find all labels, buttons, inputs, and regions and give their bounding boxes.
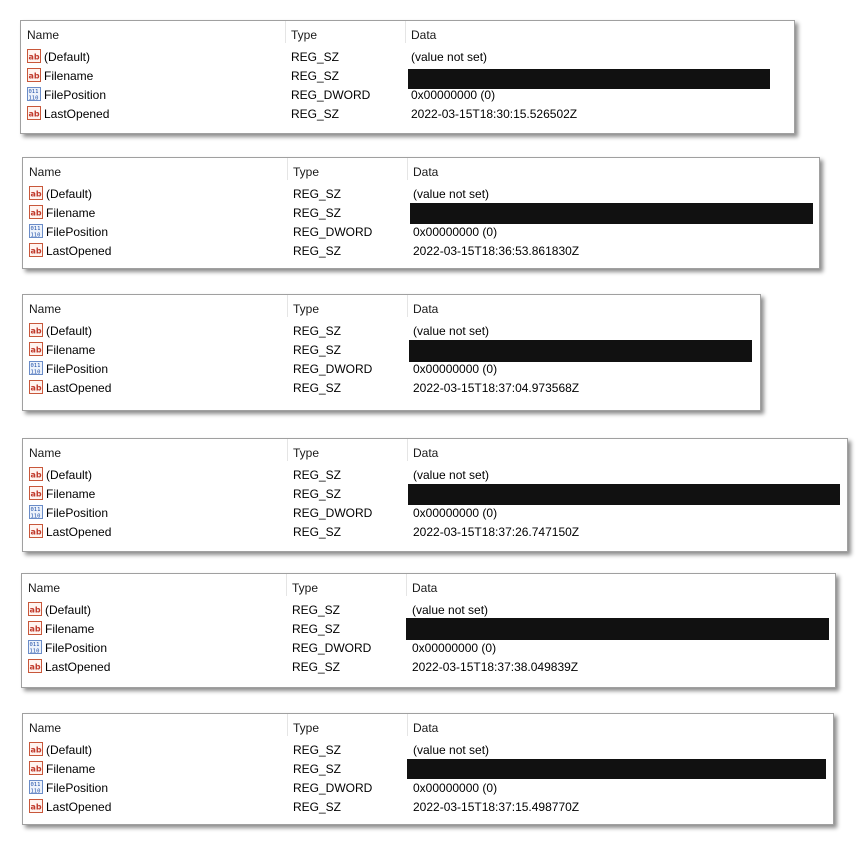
column-divider[interactable] xyxy=(405,21,406,43)
registry-value-row[interactable] xyxy=(23,485,847,504)
column-header-row xyxy=(23,158,819,180)
value-name: FilePosition xyxy=(46,506,109,520)
registry-value-row[interactable] xyxy=(23,741,833,760)
value-type: REG_DWORD xyxy=(293,225,373,239)
svg-text:110: 110 xyxy=(30,369,41,375)
registry-value-row[interactable] xyxy=(23,185,819,204)
registry-values-panel xyxy=(22,438,848,552)
column-header-name[interactable]: Name xyxy=(29,165,62,179)
registry-value-row[interactable] xyxy=(23,223,819,242)
string-value-icon xyxy=(28,602,42,616)
registry-value-row[interactable] xyxy=(23,523,847,542)
value-name: Filename xyxy=(44,69,94,83)
svg-text:011: 011 xyxy=(30,507,41,513)
value-data: (value not set) xyxy=(411,50,488,64)
value-name: LastOpened xyxy=(46,525,112,539)
svg-text:011: 011 xyxy=(30,782,41,788)
value-name: (Default) xyxy=(46,187,93,201)
string-value-icon xyxy=(29,243,43,257)
string-value-icon xyxy=(29,467,43,481)
column-header-data[interactable]: Data xyxy=(412,581,438,595)
value-name: (Default) xyxy=(45,603,92,617)
value-type: REG_SZ xyxy=(291,50,340,64)
value-data: 0x00000000 (0) xyxy=(413,225,498,239)
column-divider[interactable] xyxy=(287,439,288,461)
string-value-icon xyxy=(28,659,42,673)
registry-value-row[interactable] xyxy=(22,620,835,639)
value-type: REG_SZ xyxy=(293,343,342,357)
column-divider[interactable] xyxy=(407,714,408,736)
svg-text:110: 110 xyxy=(30,513,41,519)
column-divider[interactable] xyxy=(287,714,288,736)
redaction-bar xyxy=(410,203,813,224)
svg-text:ab: ab xyxy=(28,109,40,119)
redaction-bar xyxy=(408,484,840,505)
string-value-icon xyxy=(29,205,43,219)
string-value-icon xyxy=(29,323,43,337)
value-data: 0x00000000 (0) xyxy=(413,781,498,795)
svg-text:011: 011 xyxy=(30,226,41,232)
registry-value-row[interactable] xyxy=(23,798,833,817)
column-header-type[interactable]: Type xyxy=(293,721,320,735)
string-value-icon xyxy=(29,524,43,538)
column-header-type[interactable]: Type xyxy=(291,28,318,42)
value-name: FilePosition xyxy=(45,641,108,655)
column-divider[interactable] xyxy=(285,21,286,43)
string-value-icon xyxy=(29,761,43,775)
registry-value-row[interactable] xyxy=(21,67,794,86)
redaction-bar xyxy=(407,759,826,779)
column-divider[interactable] xyxy=(287,158,288,180)
column-divider[interactable] xyxy=(407,158,408,180)
column-header-row xyxy=(22,574,835,596)
svg-text:ab: ab xyxy=(30,326,42,336)
value-type: REG_SZ xyxy=(293,762,342,776)
registry-values-panel xyxy=(22,294,761,411)
value-type: REG_DWORD xyxy=(293,781,373,795)
registry-value-row[interactable] xyxy=(21,105,794,124)
svg-text:ab: ab xyxy=(30,470,42,480)
registry-value-row[interactable] xyxy=(23,760,833,779)
column-header-type[interactable]: Type xyxy=(293,165,320,179)
value-name: LastOpened xyxy=(46,800,112,814)
binary-value-icon xyxy=(29,361,43,375)
redaction-bar xyxy=(406,618,829,640)
value-type: REG_SZ xyxy=(291,107,340,121)
value-name: FilePosition xyxy=(44,88,107,102)
svg-text:ab: ab xyxy=(30,208,42,218)
column-header-name[interactable]: Name xyxy=(28,581,61,595)
value-name: (Default) xyxy=(46,743,93,757)
value-data: 0x00000000 (0) xyxy=(411,88,496,102)
value-type: REG_SZ xyxy=(293,244,342,258)
svg-text:ab: ab xyxy=(29,605,41,615)
registry-value-row[interactable] xyxy=(22,658,835,677)
value-name: FilePosition xyxy=(46,362,109,376)
column-divider[interactable] xyxy=(286,574,287,596)
value-data: 2022-03-15T18:37:04.973568Z xyxy=(413,381,580,395)
binary-value-icon xyxy=(29,505,43,519)
svg-text:ab: ab xyxy=(30,527,42,537)
svg-text:011: 011 xyxy=(29,642,40,648)
value-data: 2022-03-15T18:30:15.526502Z xyxy=(411,107,578,121)
string-value-icon xyxy=(27,68,41,82)
value-type: REG_SZ xyxy=(292,660,341,674)
value-name: Filename xyxy=(46,487,96,501)
value-name: FilePosition xyxy=(46,225,109,239)
column-divider[interactable] xyxy=(287,295,288,317)
string-value-icon xyxy=(29,380,43,394)
value-data: 2022-03-15T18:37:15.498770Z xyxy=(413,800,580,814)
column-header-type[interactable]: Type xyxy=(292,581,319,595)
value-name: (Default) xyxy=(44,50,91,64)
value-type: REG_SZ xyxy=(293,324,342,338)
value-name: FilePosition xyxy=(46,781,109,795)
string-value-icon xyxy=(29,342,43,356)
svg-text:ab: ab xyxy=(30,745,42,755)
value-data: (value not set) xyxy=(413,324,490,338)
svg-text:ab: ab xyxy=(29,662,41,672)
string-value-icon xyxy=(27,49,41,63)
binary-value-icon xyxy=(29,780,43,794)
string-value-icon xyxy=(29,799,43,813)
value-type: REG_SZ xyxy=(293,187,342,201)
redaction-bar xyxy=(409,340,752,362)
binary-value-icon xyxy=(27,87,41,101)
value-data: (value not set) xyxy=(413,743,490,757)
column-header-type[interactable]: Type xyxy=(293,446,320,460)
column-header-name[interactable]: Name xyxy=(29,721,62,735)
column-header-data[interactable]: Data xyxy=(413,302,439,316)
registry-value-row[interactable] xyxy=(23,504,847,523)
value-type: REG_SZ xyxy=(293,743,342,757)
value-type: REG_SZ xyxy=(291,69,340,83)
registry-value-row[interactable] xyxy=(23,322,760,341)
value-data: 0x00000000 (0) xyxy=(413,362,498,376)
registry-values-panel xyxy=(21,573,836,688)
registry-value-row[interactable] xyxy=(23,779,833,798)
value-data: 2022-03-15T18:37:38.049839Z xyxy=(412,660,579,674)
value-type: REG_DWORD xyxy=(292,641,372,655)
registry-values-panel xyxy=(22,157,820,269)
svg-text:ab: ab xyxy=(29,624,41,634)
column-divider[interactable] xyxy=(407,439,408,461)
svg-text:110: 110 xyxy=(30,788,41,794)
string-value-icon xyxy=(29,186,43,200)
column-header-data[interactable]: Data xyxy=(413,721,439,735)
svg-text:110: 110 xyxy=(29,648,40,654)
value-type: REG_SZ xyxy=(293,525,342,539)
value-name: LastOpened xyxy=(44,107,110,121)
column-header-row xyxy=(23,439,847,461)
value-type: REG_DWORD xyxy=(291,88,371,102)
svg-text:011: 011 xyxy=(28,89,39,95)
string-value-icon xyxy=(27,106,41,120)
column-header-data[interactable]: Data xyxy=(413,446,439,460)
registry-values-panel xyxy=(20,20,795,134)
value-type: REG_DWORD xyxy=(293,506,373,520)
svg-text:ab: ab xyxy=(28,52,40,62)
value-data: (value not set) xyxy=(413,468,490,482)
registry-value-row[interactable] xyxy=(21,86,794,105)
string-value-icon xyxy=(29,742,43,756)
column-header-name[interactable]: Name xyxy=(29,446,62,460)
value-data: (value not set) xyxy=(412,603,489,617)
column-header-row xyxy=(23,714,833,736)
svg-text:ab: ab xyxy=(30,489,42,499)
svg-text:ab: ab xyxy=(30,802,42,812)
svg-text:110: 110 xyxy=(30,232,41,238)
value-type: REG_DWORD xyxy=(293,362,373,376)
column-divider[interactable] xyxy=(406,574,407,596)
registry-value-row[interactable] xyxy=(21,48,794,67)
registry-value-row[interactable] xyxy=(23,360,760,379)
value-name: Filename xyxy=(46,343,96,357)
value-type: REG_SZ xyxy=(292,622,341,636)
value-name: LastOpened xyxy=(46,381,112,395)
value-type: REG_SZ xyxy=(293,800,342,814)
svg-text:ab: ab xyxy=(30,383,42,393)
column-header-row xyxy=(23,295,760,317)
registry-value-row[interactable] xyxy=(23,379,760,398)
svg-text:110: 110 xyxy=(28,95,39,101)
column-header-row xyxy=(21,21,794,43)
column-divider[interactable] xyxy=(407,295,408,317)
value-data: 2022-03-15T18:37:26.747150Z xyxy=(413,525,580,539)
value-type: REG_SZ xyxy=(293,468,342,482)
svg-text:ab: ab xyxy=(28,71,40,81)
svg-text:ab: ab xyxy=(30,764,42,774)
string-value-icon xyxy=(29,486,43,500)
value-data: 0x00000000 (0) xyxy=(412,641,497,655)
value-type: REG_SZ xyxy=(293,206,342,220)
registry-value-row[interactable] xyxy=(23,466,847,485)
value-type: REG_SZ xyxy=(293,487,342,501)
svg-text:ab: ab xyxy=(30,246,42,256)
binary-value-icon xyxy=(29,224,43,238)
binary-value-icon xyxy=(28,640,42,654)
value-name: Filename xyxy=(46,762,96,776)
registry-value-row[interactable] xyxy=(22,639,835,658)
value-data: 0x00000000 (0) xyxy=(413,506,498,520)
column-header-type[interactable]: Type xyxy=(293,302,320,316)
registry-value-row[interactable] xyxy=(23,341,760,360)
value-name: LastOpened xyxy=(46,244,112,258)
value-name: (Default) xyxy=(46,324,93,338)
value-data: 2022-03-15T18:36:53.861830Z xyxy=(413,244,580,258)
value-name: (Default) xyxy=(46,468,93,482)
value-name: Filename xyxy=(45,622,95,636)
column-header-data[interactable]: Data xyxy=(413,165,439,179)
value-name: LastOpened xyxy=(45,660,111,674)
svg-text:ab: ab xyxy=(30,345,42,355)
column-header-data[interactable]: Data xyxy=(411,28,437,42)
svg-text:011: 011 xyxy=(30,363,41,369)
value-type: REG_SZ xyxy=(292,603,341,617)
value-data: (value not set) xyxy=(413,187,490,201)
value-type: REG_SZ xyxy=(293,381,342,395)
registry-values-panel xyxy=(22,713,834,825)
string-value-icon xyxy=(28,621,42,635)
svg-text:ab: ab xyxy=(30,189,42,199)
registry-value-row[interactable] xyxy=(23,242,819,261)
column-header-name[interactable]: Name xyxy=(27,28,60,42)
column-header-name[interactable]: Name xyxy=(29,302,62,316)
registry-value-row[interactable] xyxy=(23,204,819,223)
value-name: Filename xyxy=(46,206,96,220)
